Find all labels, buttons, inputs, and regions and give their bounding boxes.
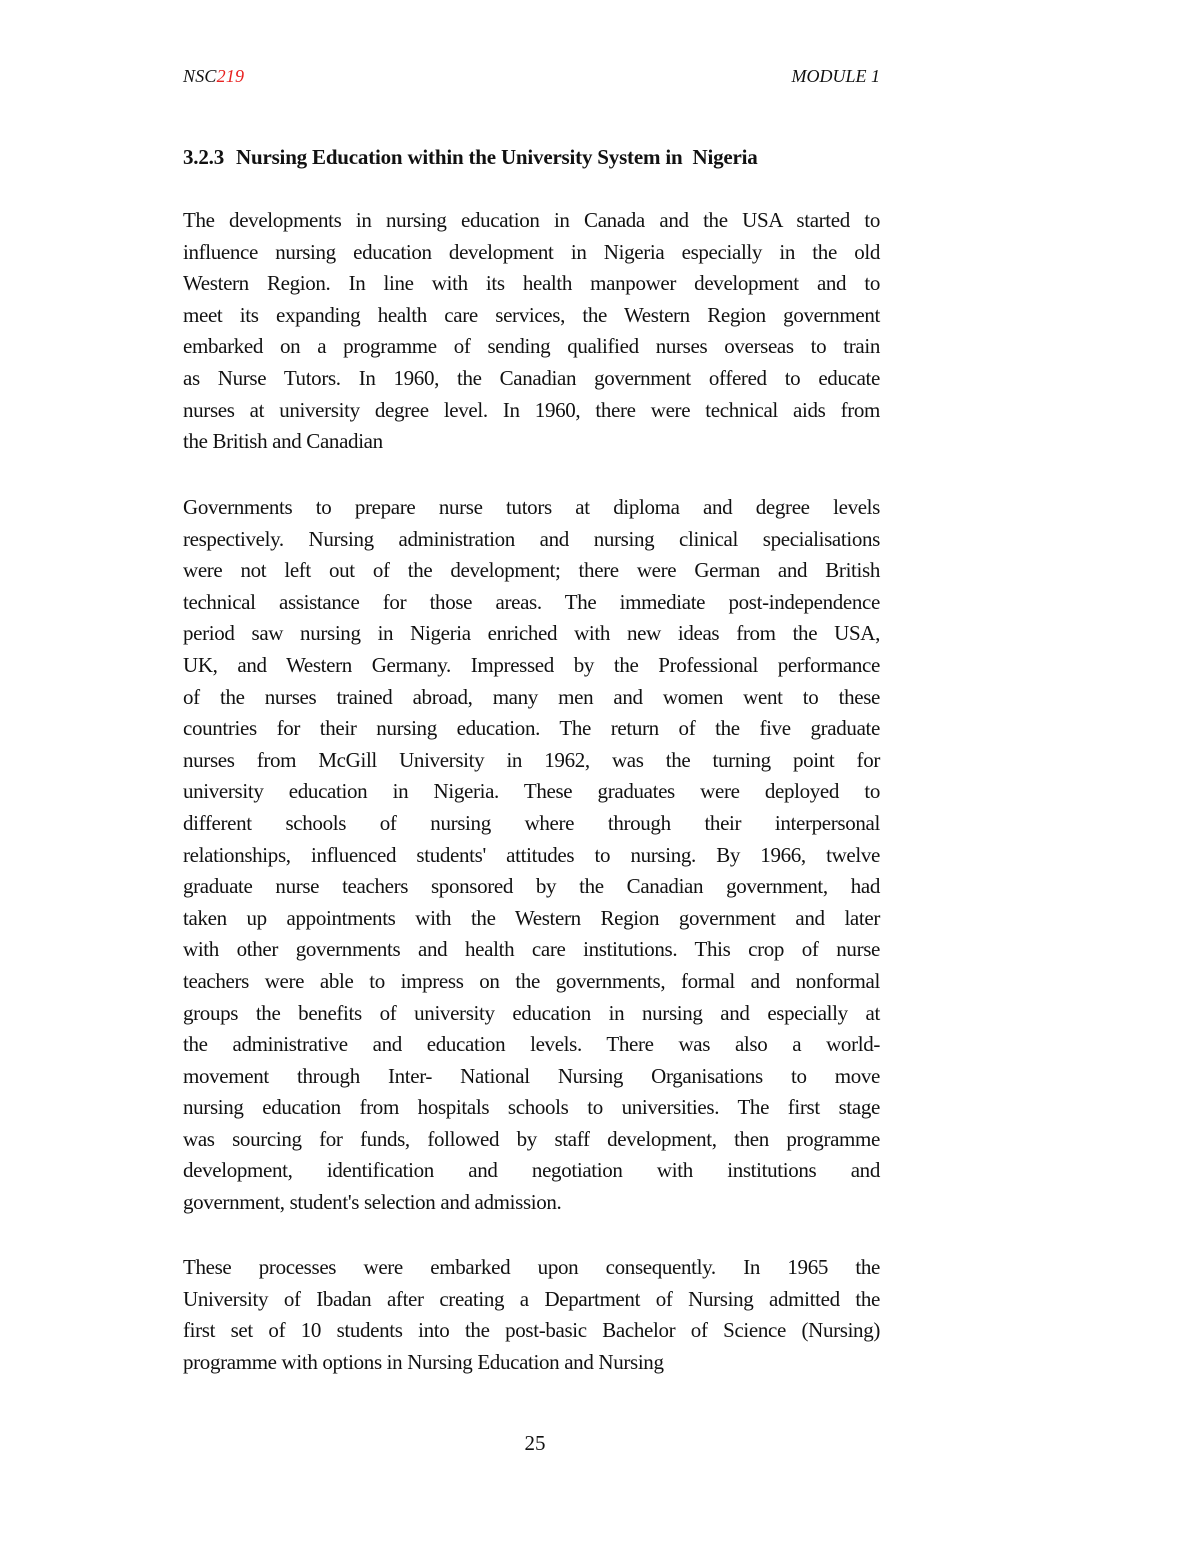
page-number: 25: [524, 1431, 546, 1455]
course-prefix: NSC: [183, 66, 217, 86]
text-line: relationships, influenced students' attitudes to nursing. By 1966, twelve: [183, 842, 880, 867]
text-line: nurses at university degree level. In 1960, there were technical aids from: [183, 397, 880, 422]
text-line: the British and Canadian: [183, 429, 383, 454]
text-line: were not left out of the development; there were German and British: [183, 558, 880, 583]
text-line: UK, and Western Germany. Impressed by the Professional performance: [183, 652, 880, 677]
text-line: as Nurse Tutors. In 1960, the Canadian government offered to educate: [183, 365, 880, 390]
paragraph-1: [183, 205, 880, 458]
text-line: of the nurses trained abroad, many men and women went to these: [183, 684, 880, 709]
text-line: period saw nursing in Nigeria enriched with new ideas from the USA,: [183, 621, 880, 646]
text-line: meet its expanding health care services, the Western Region government: [183, 302, 880, 327]
text-line: nurses from McGill University in 1962, was the turning point for: [183, 747, 880, 772]
course-number: 219: [216, 66, 245, 86]
text-line: influence nursing education development in Nigeria especially in the old: [183, 239, 880, 264]
text-line: groups the benefits of university education in nursing and especially at: [183, 1000, 880, 1025]
text-line: Governments to prepare nurse tutors at diploma and degree levels: [183, 495, 880, 519]
text-line: Western Region. In line with its health manpower development and to: [183, 271, 880, 296]
text-line: graduate nurse teachers sponsored by the Canadian government, had: [183, 874, 880, 899]
text-line: taken up appointments with the Western Region government and later: [183, 905, 880, 930]
text-line: countries for their nursing education. The return of the five graduate: [183, 716, 880, 741]
paragraph-3: [183, 1252, 880, 1378]
section-title: Nursing Education within the University System in Nigeria: [236, 145, 758, 169]
text-line: government, student's selection and admission.: [183, 1190, 562, 1215]
running-header: [183, 66, 880, 90]
text-line: first set of 10 students into the post-basic Bachelor of Science (Nursing): [183, 1318, 880, 1343]
text-line: nursing education from hospitals schools to universities. The first stage: [183, 1095, 880, 1120]
text-line: different schools of nursing where through their interpersonal: [183, 810, 880, 835]
section-number: 3.2.3: [183, 145, 225, 169]
text-line: technical assistance for those areas. The immediate post-independence: [183, 589, 880, 614]
text-line: University of Ibadan after creating a Department of Nursing admitted the: [183, 1286, 880, 1311]
paragraph-2: [183, 492, 880, 1219]
text-line: The developments in nursing education in Canada and the USA started to: [183, 208, 880, 232]
text-line: teachers were able to impress on the governments, formal and nonformal: [183, 968, 880, 993]
text-line: These processes were embarked upon consequently. In 1965 the: [183, 1255, 880, 1279]
section-heading: [183, 145, 758, 170]
text-line: the administrative and education levels. There was also a world-: [183, 1032, 880, 1057]
text-line: development, identification and negotiation with institutions and: [183, 1158, 880, 1183]
text-line: respectively. Nursing administration and nursing clinical specialisations: [183, 526, 880, 551]
text-line: movement through Inter- National Nursing Organisations to move: [183, 1063, 880, 1088]
text-line: with other governments and health care institutions. This crop of nurse: [183, 937, 880, 962]
text-line: was sourcing for funds, followed by staff development, then programme: [183, 1126, 880, 1151]
module-label: MODULE 1: [791, 66, 880, 86]
text-line: programme with options in Nursing Education and Nursing: [183, 1349, 664, 1374]
course-code: [183, 66, 244, 87]
text-line: university education in Nigeria. These graduates were deployed to: [183, 779, 880, 804]
text-line: embarked on a programme of sending qualified nurses overseas to train: [183, 334, 880, 359]
